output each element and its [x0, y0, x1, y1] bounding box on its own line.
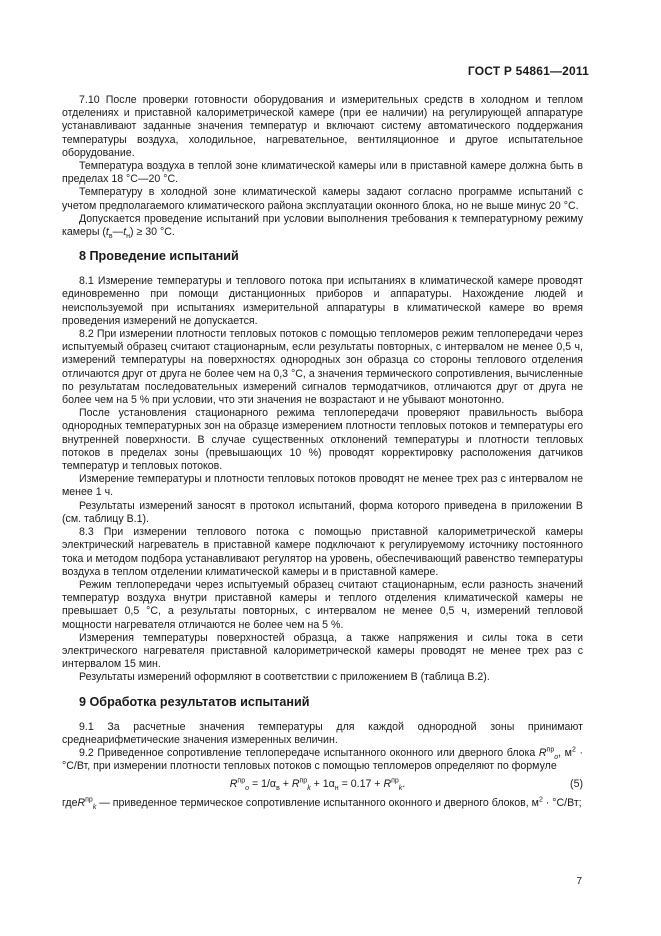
paragraph-8-3: 8.3 При измерении теплового потока с помощью приставной калориметрической камеры электрический нагреватель в приставной камере подключают к регулируемому источнику постоянного тока и методом подбора устанавливают регулятор на уровень, обеспечивающий равенство температуры воздуха в теплом отделении климатической камеры и в приставной камере.: [62, 526, 583, 578]
paragraph-8-3-measurements: Измерения температуры поверхностей образца, а также напряжения и силы тока в сети электрического нагревателя приставной калориметрической камеры проводят не менее трех раз с интервалом 15 мин.: [62, 631, 583, 671]
paragraph-9-2: 9.2 Приведенное сопротивление теплопередаче испытанного оконного или дверного блока $R^{пр}_о$, $м^2 \cdot ^\circ С/Вт$, при измерении плотности тепловых потоков с помощью тепломеров определяют по формуле: [62, 746, 583, 773]
section-8-heading: 8 Проведение испытаний: [79, 249, 239, 264]
paragraph-9-1: 9.1 За расчетные значения температуры для каждой однородной зоны принимают среднеарифметические значения измеренных величин.: [62, 720, 583, 746]
formula-expression: $R^{пр}_о = 1/\alpha_в + R^{пр}_k + 1\alpha_н = 0.17 + R^{пр}_k$.: [229, 777, 406, 793]
paragraph-8-3-results: Результаты измерений оформляют в соответствии с приложением В (таблица В.2).: [79, 671, 490, 684]
standard-number: ГОСТ Р 54861—2011: [467, 64, 589, 78]
paragraph-7-10: 7.10 После проверки готовности оборудования и измерительных средств в холодном и теплом отделениях и приставной калориметрической камере (при ее наличии) на регулирующей аппаратуре устанавливают заданные значения температур и включают систему автоматического поддержания температуры воздуха, холодильное, нагревательное, вентиляционное и другое испытательное оборудование.: [62, 94, 583, 159]
paragraph-8-3-stationary: Режим теплопередачи через испытуемый образец считают стационарным, если разность значений температур воздуха внутри приставной камеры и теплого отделения климатической камеры не превышает 0,5 °С, а результаты повторных, с интервалом не менее 0,5 ч, измерений тепловой мощности нагревателя отличаются не более чем на 5 %.: [62, 578, 583, 631]
paragraph-8-1: 8.1 Измерение температуры и теплового потока при испытаниях в климатической камере проводят единовременно при помощи дистанционных приборов и аппаратуры. Нахождение людей и неиспользуемой при испытаниях измерительной аппаратуры в климатической камере во время проведения измерений не допускается.: [62, 275, 583, 327]
document-body: [62, 94, 583, 811]
paragraph-8-2-repeat: Измерение температуры и плотности тепловых потоков проводят не менее трех раз с интервалом не менее 1 ч.: [62, 473, 583, 499]
paragraph-temperature-requirement: Допускается проведение испытаний при условии выполнения требования к температурному режиму камеры $(t_в—t_н) \ge 30$ °С.: [62, 212, 583, 241]
paragraph-warm-zone: Температура воздуха в теплой зоне климатической камеры или в приставной камере должна быть в пределах 18 °С—20 °С.: [62, 160, 583, 186]
paragraph-8-2-stationary: После установления стационарного режима теплопередачи проверяют правильность выбора однородных температурных зон на образце измерением плотности тепловых потоков и температуры его внутренней поверхности. В случае существенных отклонений температуры и плотности тепловых потоков в пределах зоны (превышающих 10 %) проводят корректировку расположения датчиков температур и тепловых потоков.: [62, 407, 583, 473]
formula-where-clause: гдеR$^{пр}_k$ — приведенное термическое сопротивление испытанного оконного и дверного блоков, $м^2 \cdot ^\circ С/Вт$;: [62, 796, 582, 812]
paragraph-cold-zone: Температуру в холодной зоне климатической камеры задают согласно программе испытаний с учетом предполагаемого климатического района эксплуатации оконного блока, но не выше минус 20 °С.: [62, 186, 583, 212]
section-9-heading: 9 Обработка результатов испытаний: [79, 694, 310, 709]
formula-number: (5): [570, 778, 583, 791]
page-number: 7: [576, 876, 582, 887]
paragraph-8-2-protocol: Результаты измерений заносят в протокол испытаний, форма которого приведена в приложении В (см. таблицу В.1).: [62, 499, 583, 525]
paragraph-8-2: 8.2 При измерении плотности тепловых потоков с помощью тепломеров режим теплопередачи через испытуемый образец считают стационарным, если результаты повторных, с интервалом не менее 0,5 ч, измерений температуры на поверхностях однородных зон образца со стороны теплового отделения отличаются друг от друга не более чем на 0,3 °С, а значения термического сопротивления, вычисленные по результатам последовательных измерений сигналов термодатчиков, отличаются друг от друга не более чем на 5 % при условии, что эти значения не возрастают и не убывают монотонно.: [62, 328, 583, 407]
formula-5: [62, 776, 583, 796]
